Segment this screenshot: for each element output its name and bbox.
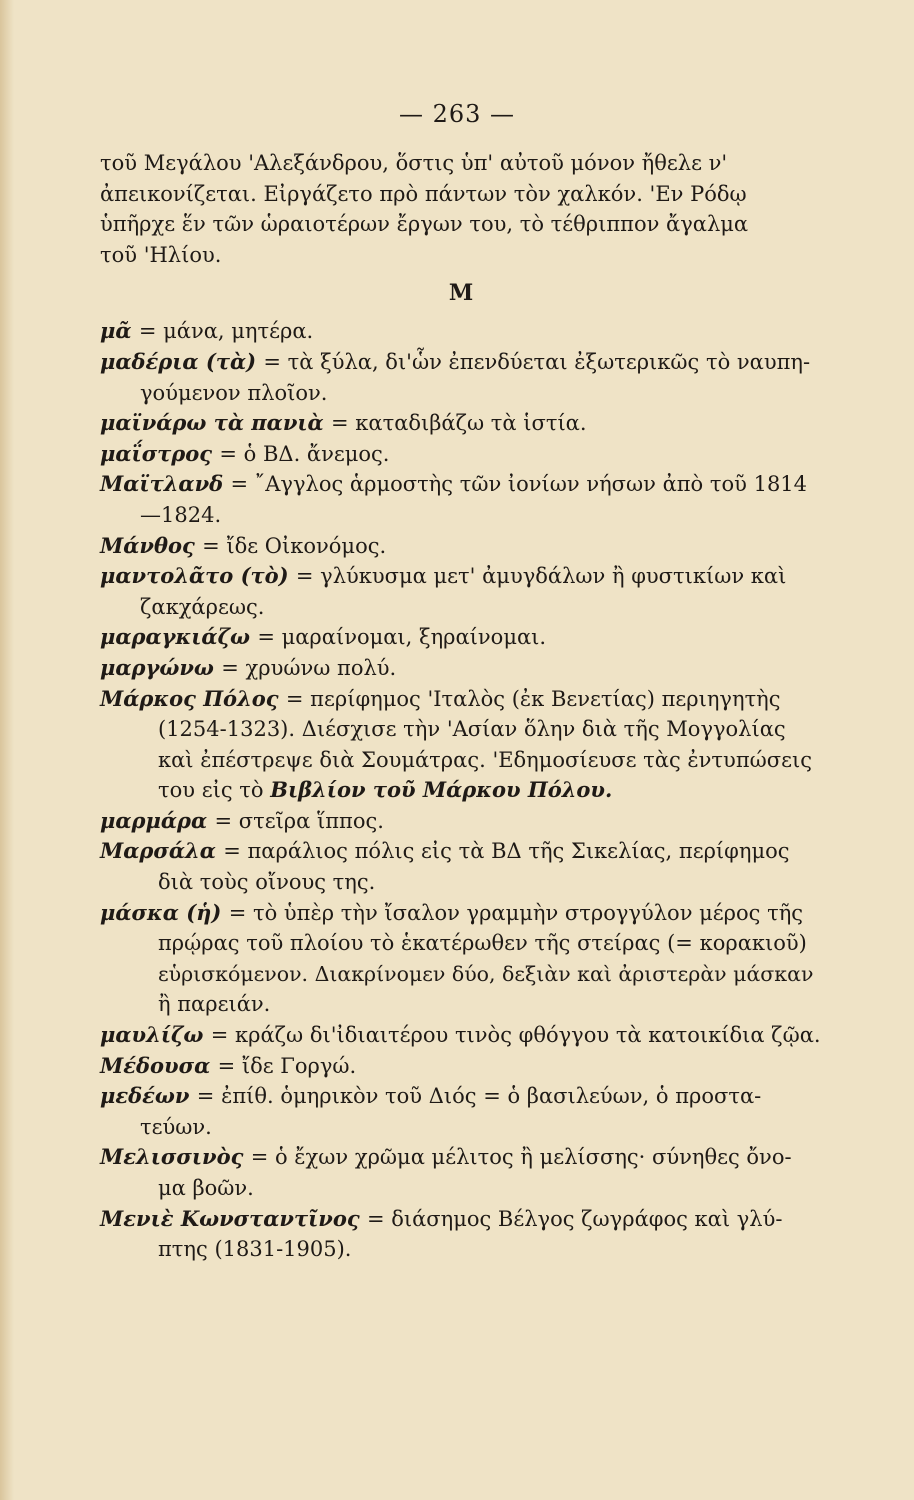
page-edge (0, 0, 14, 1500)
entry-definition: = ὁ ΒΔ. ἄνεμος. (219, 441, 390, 466)
dictionary-entry (100, 408, 822, 439)
intro-line: ἀπεικονίζεται. Εἰργάζετο πρὸ πάντων τὸν χαλκόν. 'Εν Ρόδῳ (100, 181, 747, 206)
entry-continuation: πτης (1831-1905). (158, 1237, 352, 1262)
dictionary-entry (100, 316, 822, 347)
entry-continuation: πρῴρας τοῦ πλοίου τὸ ἑκατέρωθεν τῆς στείρας (= κορακιοῦ) (158, 931, 807, 956)
dictionary-entry (100, 1051, 822, 1082)
dictionary-entry (100, 1081, 822, 1112)
entry-headword: μαϊνάρω τὰ πανιὰ (100, 410, 332, 436)
entry-definition: = ἴδε Οἰκονόμος. (202, 533, 387, 558)
entry-continuation: τεύων. (140, 1114, 212, 1139)
dictionary-entry (100, 836, 822, 867)
entry-continuation: —1824. (140, 502, 222, 527)
entry-definition: = τὰ ξύλα, δι'ὧν ἐπενδύεται ἐξωτερικῶς τὸ ναυπη- (263, 349, 811, 374)
entry-definition: = ὁ ἔχων χρῶμα μέλιτος ἢ μελίσσης· σύνηθες ὄνο- (250, 1145, 792, 1170)
dictionary-entry (100, 622, 822, 653)
dictionary-entry (100, 1020, 822, 1051)
dictionary-entry (100, 469, 822, 500)
book-title: Βιβλίον τοῦ Μάρκου Πόλου. (270, 777, 613, 803)
entry-continuation: ζακχάρεως. (140, 594, 265, 619)
dictionary-entry (100, 684, 822, 715)
intro-line: τοῦ Μεγάλου 'Αλεξάνδρου, ὅστις ὑπ' αὐτοῦ μόνον ἤθελε ν' (100, 151, 728, 175)
dictionary-entry (100, 898, 822, 929)
entry-definition: = ῎Αγγλος ἁρμοστὴς τῶν ἰονίων νήσων ἀπὸ τοῦ 1814 (230, 472, 808, 497)
entry-definition: = κράζω δι'ἰδιαιτέρου τινὸς φθόγγου τὰ κατοικίδια ζῷα. (210, 1023, 821, 1048)
entry-definition: = διάσημος Βέλγος ζωγράφος καὶ γλύ- (366, 1206, 783, 1231)
entry-continuation: διὰ τοὺς οἴνους της. (158, 870, 376, 895)
entry-headword: Μαρσάλα (100, 838, 224, 864)
entry-headword: μαντολᾶτο (τὸ) (100, 563, 296, 589)
entry-definition: = μαραίνομαι, ξηραίνομαι. (257, 625, 547, 650)
entry-headword: μαΐστρος (100, 440, 220, 466)
entry-headword: μαυλίζω (100, 1022, 211, 1048)
entry-continuation: (1254-1323). Διέσχισε τὴν 'Ασίαν ὅλην διὰ τῆς Μογγολίας (158, 717, 786, 742)
dictionary-text (100, 148, 822, 1265)
entry-definition: = στεῖρα ἵππος. (214, 808, 384, 833)
entry-headword: Μελισσινὸς (100, 1144, 251, 1170)
entry-continuation: γούμενον πλοῖον. (140, 380, 328, 405)
dictionary-entry (100, 1204, 822, 1235)
dictionary-entry (100, 806, 822, 837)
entry-headword: Μάρκος Πόλος (100, 685, 286, 711)
dictionary-entry (100, 439, 822, 470)
entry-definition: = καταδιβάζω τὰ ἱστία. (331, 411, 587, 436)
intro-line: ὑπῆρχε ἕν τῶν ὡραιοτέρων ἔργων του, τὸ τέθριππον ἄγαλμα (100, 212, 749, 237)
entry-continuation: του εἰς τὸ Βιβλίον τοῦ Μάρκου Πόλου. (158, 777, 613, 803)
intro-line: τοῦ 'Ηλίου. (100, 242, 222, 267)
entry-definition: = μάνα, μητέρα. (138, 319, 314, 344)
entry-definition: = ἐπίθ. ὁμηρικὸν τοῦ Διός = ὁ βασιλεύων, ὁ προστα- (196, 1084, 762, 1109)
entry-headword: μαρμάρα (100, 807, 215, 833)
entry-headword: Μενιὲ Κωνσταντῖνος (100, 1205, 367, 1231)
entry-definition: = ἴδε Γοργώ. (217, 1053, 357, 1078)
entry-headword: μαδέρια (τὰ) (100, 348, 264, 374)
entry-continuation: ἢ παρειάν. (158, 992, 271, 1017)
entry-continuation: καὶ ἐπέστρεψε διὰ Σουμάτρας. 'Εδημοσίευσε τὰς ἐντυπώσεις (158, 747, 812, 772)
entry-definition: = παράλιος πόλις εἰς τὰ ΒΔ τῆς Σικελίας, περίφημος (223, 839, 790, 864)
entry-definition: = χρυώνω πολύ. (221, 655, 397, 680)
section-letter: Μ (448, 280, 474, 307)
entry-headword: μάσκα (ἡ) (100, 899, 229, 925)
entry-definition: = γλύκυσμα μετ' ἀμυγδάλων ἢ φυστικίων καὶ (295, 564, 787, 589)
entry-headword: μᾶ (100, 318, 139, 344)
entry-headword: μαραγκιάζω (100, 624, 258, 650)
entry-headword: μαργώνω (100, 654, 222, 680)
entry-headword: Μαϊτλανδ (100, 471, 231, 497)
dictionary-entry (100, 561, 822, 592)
dictionary-entry (100, 1142, 822, 1173)
entry-headword: μεδέων (100, 1083, 197, 1109)
entry-headword: Μάνθος (100, 532, 203, 558)
entry-definition: = τὸ ὑπὲρ τὴν ἴσαλον γραμμὴν στρογγύλον μέρος τῆς (228, 900, 804, 925)
entry-continuation: μα βοῶν. (158, 1176, 254, 1200)
entry-headword: Μέδουσα (100, 1052, 218, 1078)
dictionary-entry (100, 653, 822, 684)
entry-definition: = περίφημος 'Ιταλὸς (ἐκ Βενετίας) περιηγητὴς (285, 686, 781, 711)
page-number: — 263 — (398, 100, 516, 128)
entry-continuation: εὑρισκόμενον. Διακρίνομεν δύο, δεξιὰν καὶ ἀριστερὰν μάσκαν (158, 961, 814, 986)
dictionary-entry (100, 347, 822, 378)
dictionary-entry (100, 531, 822, 562)
